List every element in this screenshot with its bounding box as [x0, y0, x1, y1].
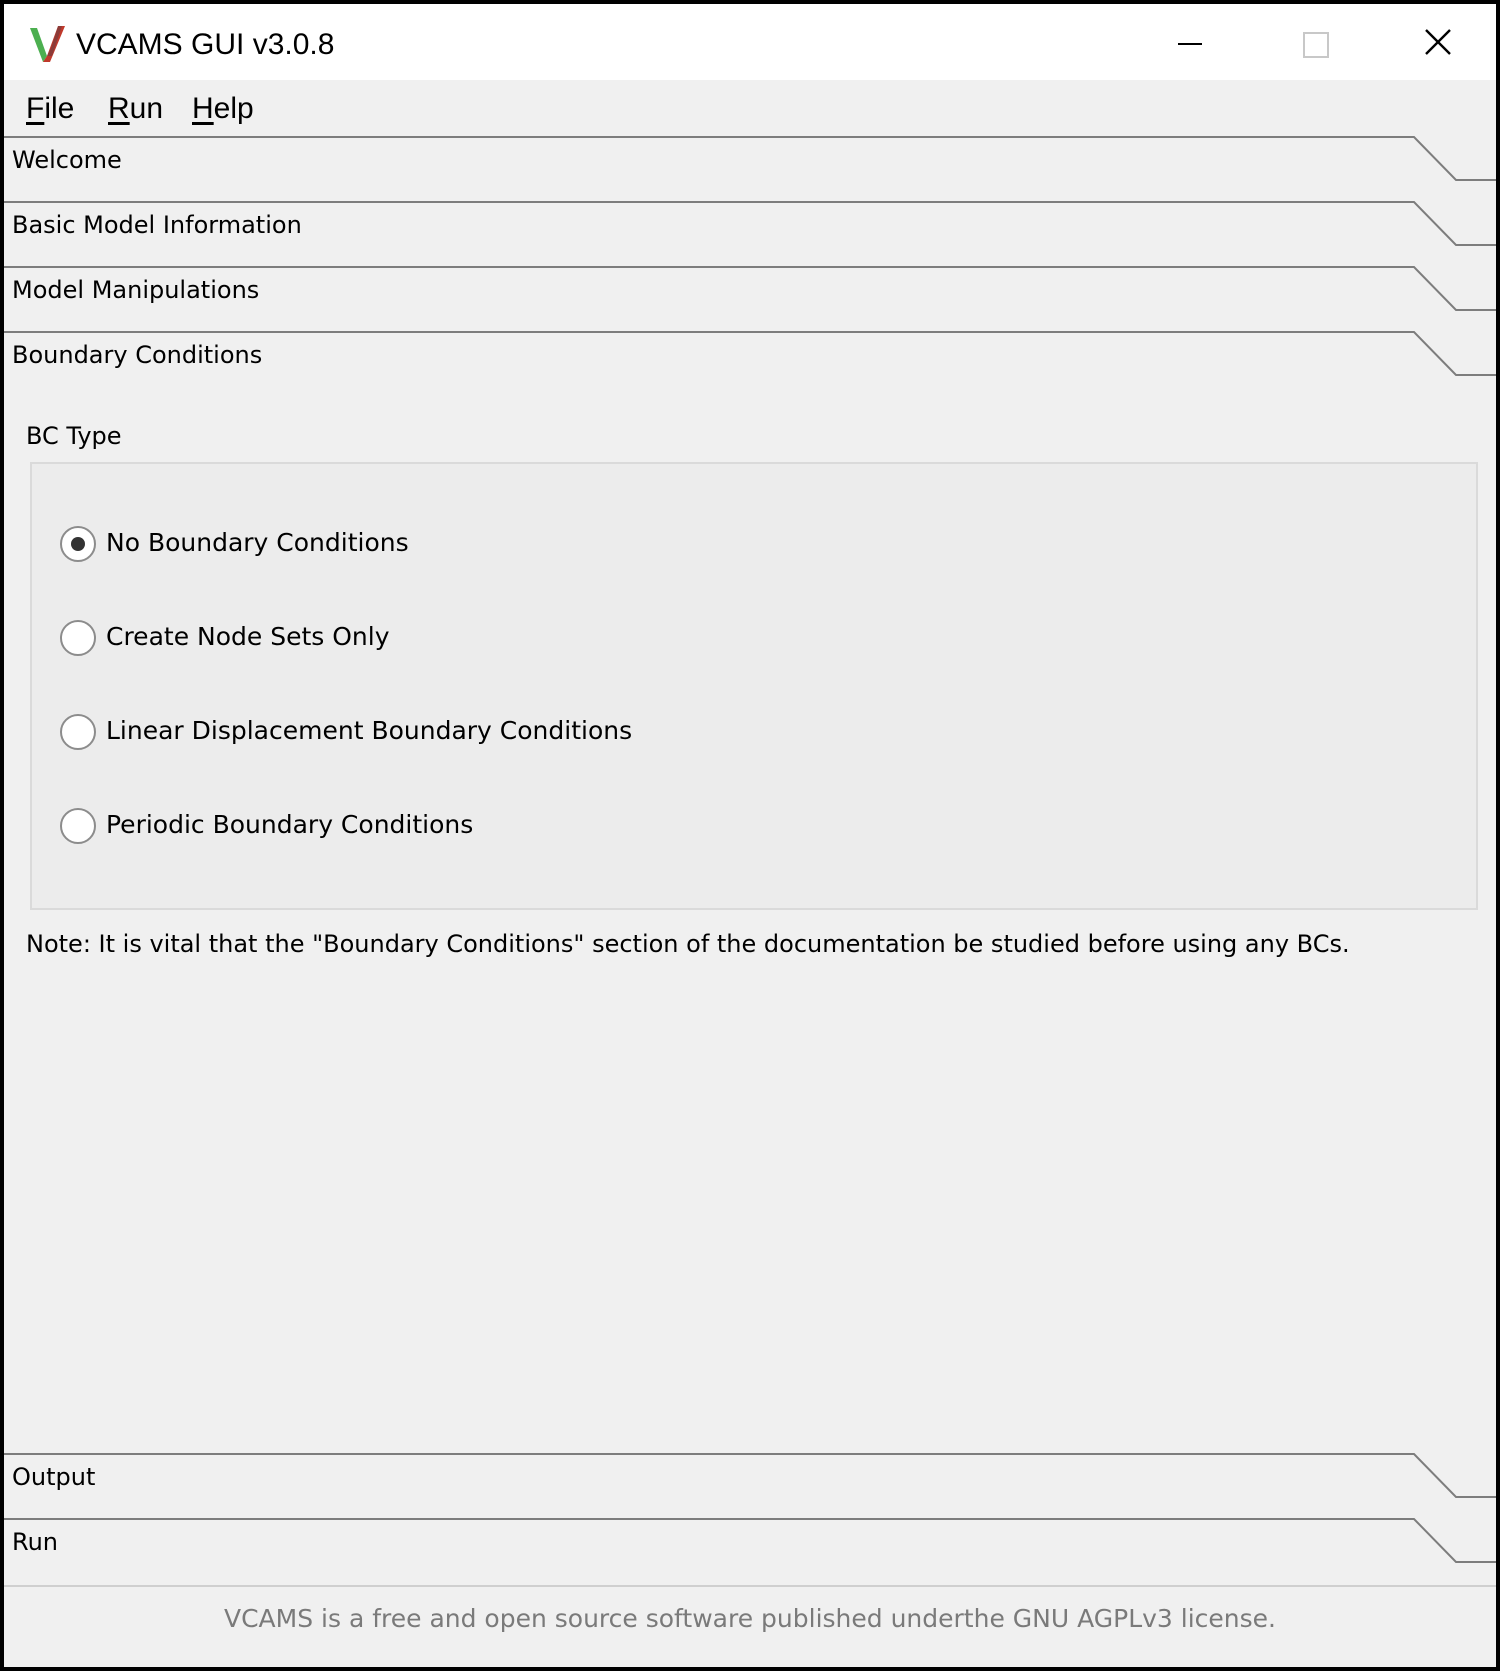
- radio-selected-dot: [71, 537, 85, 551]
- tab-shape: [4, 1453, 1496, 1519]
- tab-label: Model Manipulations: [12, 276, 260, 304]
- menu-file-label: ile: [44, 92, 75, 125]
- menu-file[interactable]: [26, 80, 74, 136]
- radio-label[interactable]: Periodic Boundary Conditions: [106, 810, 474, 839]
- menu-run-accel: R: [108, 92, 130, 125]
- radio-button[interactable]: [60, 526, 96, 562]
- tab-model-manipulations[interactable]: [4, 266, 1496, 332]
- radio-button[interactable]: [60, 808, 96, 844]
- tab-label: Basic Model Information: [12, 211, 302, 239]
- tab-welcome[interactable]: [4, 136, 1496, 202]
- tab-output[interactable]: [4, 1453, 1496, 1519]
- tab-label: Boundary Conditions: [12, 341, 263, 369]
- radio-label[interactable]: Linear Displacement Boundary Conditions: [106, 716, 633, 745]
- menu-file-accel: F: [26, 92, 45, 125]
- menu-run-label: un: [129, 92, 164, 125]
- minimize-icon[interactable]: [1160, 14, 1220, 74]
- menu-help-label: elp: [213, 92, 254, 125]
- tab-basic-model-information[interactable]: [4, 201, 1496, 267]
- radio-label[interactable]: No Boundary Conditions: [106, 528, 409, 557]
- tab-boundary-conditions[interactable]: [4, 331, 1496, 397]
- tab-shape: [4, 1518, 1496, 1584]
- menu-help[interactable]: [192, 80, 254, 136]
- license-footer: VCAMS is a free and open source software published underthe GNU AGPLv3 license.: [223, 1604, 1276, 1633]
- vcams-logo-icon: [28, 22, 68, 64]
- tab-label: Run: [12, 1528, 59, 1556]
- menu-run[interactable]: [108, 80, 163, 136]
- tab-label: Welcome: [12, 146, 122, 174]
- radio-button[interactable]: [60, 714, 96, 750]
- window-title: VCAMS GUI v3.0.8: [76, 28, 335, 61]
- radio-label[interactable]: Create Node Sets Only: [106, 622, 390, 651]
- menu-bar: [4, 80, 1496, 136]
- maximize-icon[interactable]: [1285, 14, 1345, 74]
- tab-run[interactable]: [4, 1518, 1496, 1584]
- footer-divider: [4, 1585, 1496, 1587]
- bc-type-group: [30, 462, 1478, 910]
- close-icon[interactable]: [1408, 14, 1468, 74]
- title-bar[interactable]: [4, 4, 1496, 80]
- bc-note: Note: It is vital that the "Boundary Conditions" section of the documentation be studied before using any BCs.: [26, 930, 1350, 958]
- radio-button[interactable]: [60, 620, 96, 656]
- tab-label: Output: [12, 1463, 96, 1491]
- menu-help-accel: H: [192, 92, 214, 125]
- bc-type-group-title: BC Type: [26, 422, 122, 450]
- tab-shape: [4, 136, 1496, 202]
